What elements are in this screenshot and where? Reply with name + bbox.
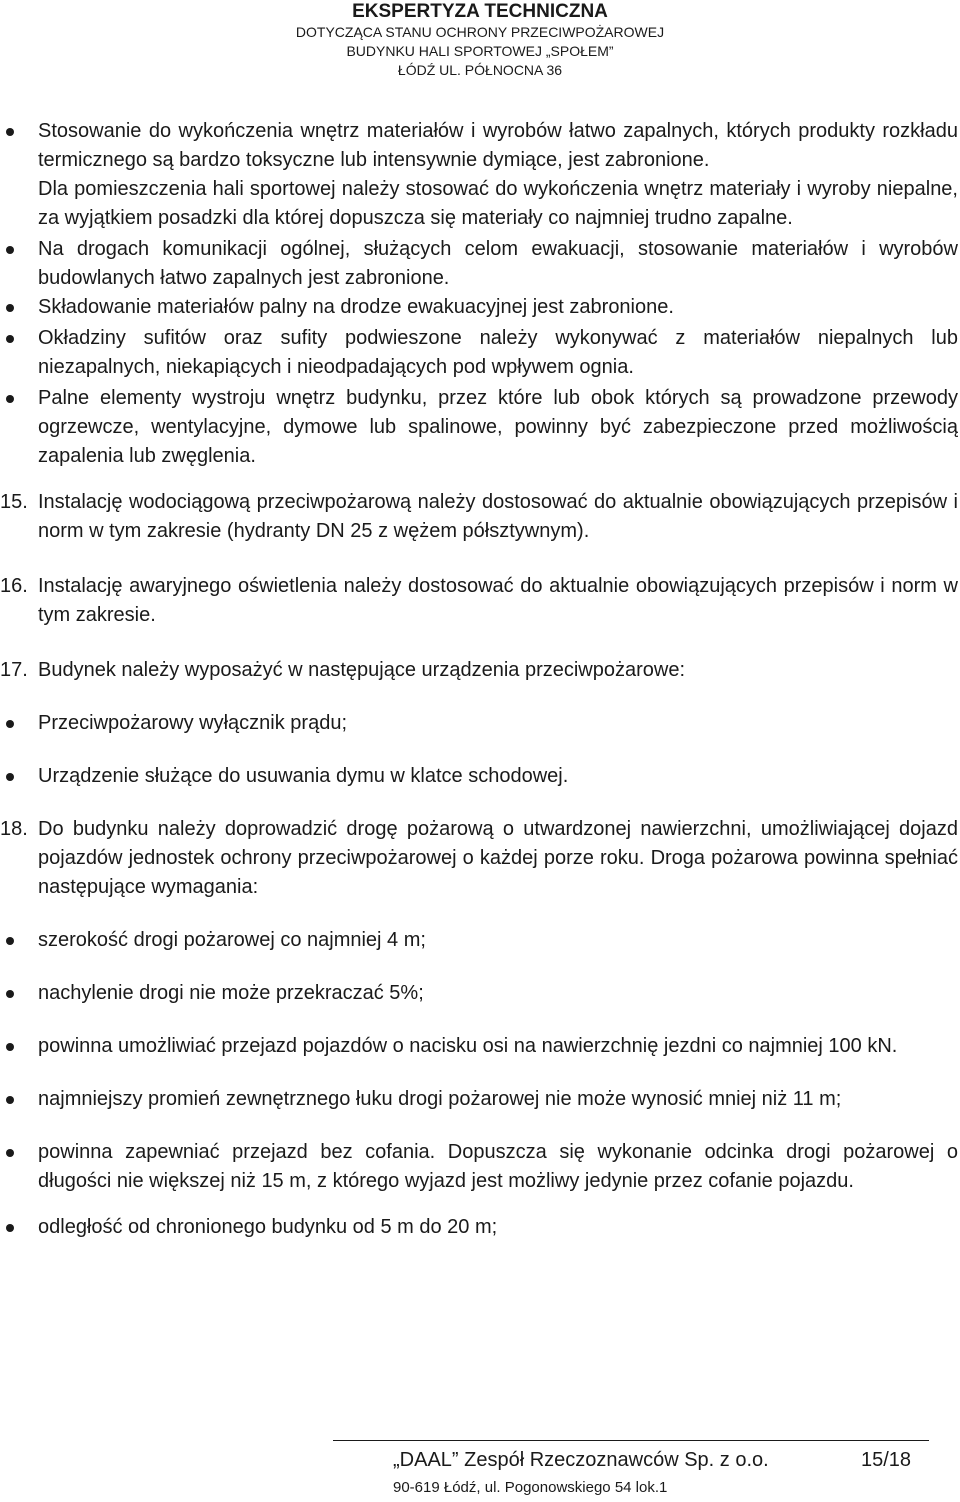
bullet-text: Palne elementy wystroju wnętrz budynku, przez które lub obok których są prowadzone przewody ogrzewcze, wentylacyjne, dymowe lub spalinowe, powinny być zabezpieczone przed możliwością zapalenia lub zwęglenia.	[38, 387, 958, 467]
bullet-icon	[6, 246, 14, 254]
document-body	[0, 117, 958, 1242]
bullet-item	[38, 117, 958, 175]
numbered-item-16	[0, 572, 958, 630]
footer-company: „DAAL” Zespół Rzeczoznawców Sp. z o.o.	[393, 1449, 769, 1471]
bullet-icon	[6, 1096, 14, 1104]
page-number: 15/18	[861, 1449, 912, 1471]
bullet-item	[38, 324, 958, 382]
bullet-text: nachylenie drogi nie może przekraczać 5%;	[38, 982, 424, 1004]
bullet-icon	[6, 1224, 14, 1232]
item-number: 16.	[0, 575, 28, 597]
footer-address: 90-619 Łódź, ul. Pogonowskiego 54 lok.1	[393, 1479, 668, 1496]
bullet-text: Przeciwpożarowy wyłącznik prądu;	[38, 712, 348, 734]
document-title: EKSPERTYZA TECHNICZNA	[352, 1, 608, 22]
bullet-item	[38, 709, 958, 738]
item-text: Instalację wodociągową przeciwpożarową należy dostosować do aktualnie obowiązujących przepisów i norm w tym zakresie (hydranty DN 25 z wężem półsztywnym).	[38, 491, 958, 542]
bullet-text: Na drogach komunikacji ogólnej, służących celom ewakuacji, stosowanie materiałów i wyrobów budowlanych łatwo zapalnych jest zabronione.	[38, 238, 958, 289]
item-number: 18.	[0, 818, 28, 840]
bullet-item	[38, 1138, 958, 1196]
bullet-icon	[6, 304, 14, 312]
bullet-text: Stosowanie do wykończenia wnętrz materiałów i wyrobów łatwo zapalnych, których produkty rozkładu termicznego są bardzo toksyczne lub intensywnie dymiące, jest zabronione.	[38, 120, 958, 171]
bullet-icon	[6, 335, 14, 343]
item-text: Do budynku należy doprowadzić drogę pożarową o utwardzonej nawierzchni, umożliwiającej dojazd pojazdów jednostek ochrony przeciwpożarowej o każdej porze roku. Droga pożarowa powinna spełniać następujące wymagania:	[38, 818, 958, 898]
bullet-icon	[6, 1043, 14, 1051]
bullet-icon	[6, 773, 14, 781]
item-number: 17.	[0, 659, 28, 681]
bullet-icon	[6, 1149, 14, 1157]
bullet-text: powinna umożliwiać przejazd pojazdów o nacisku osi na nawierzchnię jezdni co najmniej 100 kN.	[38, 1035, 898, 1057]
bullet-text: Urządzenie służące do usuwania dymu w klatce schodowej.	[38, 765, 569, 787]
bullet-item	[38, 979, 958, 1008]
bullet-icon	[6, 937, 14, 945]
bullet-text: odległość od chronionego budynku od 5 m do 20 m;	[38, 1216, 498, 1238]
bullet-text: Składowanie materiałów palny na drodze ewakuacyjnej jest zabronione.	[38, 296, 674, 318]
document-subtitle-line-3: ŁÓDŹ UL. PÓŁNOCNA 36	[397, 62, 563, 78]
bullet-item	[38, 1213, 958, 1242]
bullet-icon	[6, 720, 14, 728]
numbered-item-15	[0, 488, 958, 546]
footer-divider	[333, 1440, 929, 1441]
page-header	[0, 0, 960, 80]
bullet-item	[38, 235, 958, 293]
paragraph	[38, 175, 958, 233]
bullet-item	[38, 384, 958, 471]
bullet-icon	[6, 128, 14, 136]
item-number: 15.	[0, 491, 28, 513]
document-subtitle-line-1: DOTYCZĄCA STANU OCHRONY PRZECIWPOŻAROWEJ	[295, 24, 665, 40]
bullet-item	[38, 293, 958, 322]
bullet-icon	[6, 395, 14, 403]
item-text: Budynek należy wyposażyć w następujące urządzenia przeciwpożarowe:	[38, 659, 686, 681]
bullet-text: powinna zapewniać przejazd bez cofania. Dopuszcza się wykonanie odcinka drogi pożarowej o długości nie większej niż 15 m, z którego wyjazd jest możliwy jedynie przez cofanie pojazdu.	[38, 1141, 958, 1192]
bullet-item	[38, 1032, 958, 1061]
document-subtitle-line-2: BUDYNKU HALI SPORTOWEJ „SPOŁEM”	[346, 43, 614, 59]
item-text: Instalację awaryjnego oświetlenia należy dostosować do aktualnie obowiązujących przepisów i norm w tym zakresie.	[38, 575, 958, 626]
bullet-item	[38, 926, 958, 955]
bullet-text: szerokość drogi pożarowej co najmniej 4 m;	[38, 929, 426, 951]
numbered-item-18	[0, 815, 958, 902]
bullet-icon	[6, 990, 14, 998]
bullet-text: Okładziny sufitów oraz sufity podwieszone należy wykonywać z materiałów niepalnych lub niezapalnych, niekapiących i nieodpadających pod wpływem ognia.	[38, 327, 958, 378]
bullet-item	[38, 762, 958, 791]
numbered-item-17	[0, 656, 958, 685]
bullet-item	[38, 1085, 958, 1114]
bullet-text: najmniejszy promień zewnętrznego łuku drogi pożarowej nie może wynosić mniej niż 11 m;	[38, 1088, 842, 1110]
paragraph-text: Dla pomieszczenia hali sportowej należy stosować do wykończenia wnętrz materiały i wyroby niepalne, za wyjątkiem posadzki dla której dopuszcza się materiały co najmniej trudno zapalne.	[38, 178, 958, 229]
